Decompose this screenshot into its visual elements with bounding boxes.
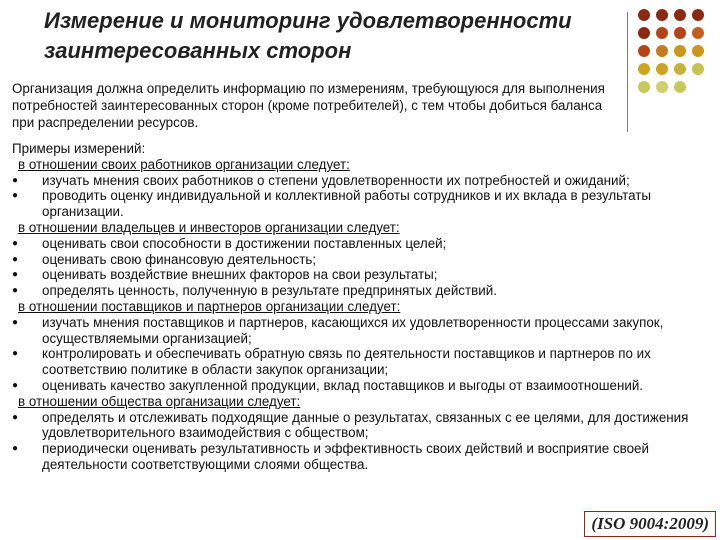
decorative-dot	[674, 9, 686, 21]
list-item-text: оценивать свои способности в достижении поставленных целей;	[42, 235, 447, 251]
decorative-dot	[692, 45, 704, 57]
decorative-dot	[674, 63, 686, 75]
list-item	[12, 173, 712, 189]
decorative-dot	[656, 81, 668, 93]
decorative-dot	[674, 81, 686, 93]
bullet-icon: ●	[12, 411, 19, 423]
decorative-dot	[656, 9, 668, 21]
list-item	[12, 346, 712, 378]
decorative-dot	[692, 9, 704, 21]
section-heading: в отношении общества организации следует:	[18, 393, 301, 409]
decorative-dot	[638, 27, 650, 39]
bullet-icon: ●	[12, 190, 19, 202]
bullet-icon: ●	[12, 316, 19, 328]
bullet-icon: ●	[12, 253, 19, 265]
intro-paragraph: Организация должна определить информацию по измерениям, требующуюся для выполнения потребностей заинтересованных сторон (кроме потребителей), с тем чтобы добиться баланса при распределении ресурсов.	[12, 81, 605, 131]
decorative-dot	[692, 63, 704, 75]
list-item-text: определять и отслеживать подходящие данные о результатах, связанных с ее целями, для достижения удовлетворительного взаимодействия с обществом;	[42, 409, 689, 441]
list-item	[12, 188, 712, 220]
examples-block	[12, 141, 712, 473]
list-item	[12, 410, 712, 442]
decorative-dot	[674, 45, 686, 57]
list-item	[12, 236, 712, 252]
stakeholder-section	[12, 394, 712, 473]
bullet-icon: ●	[12, 237, 19, 249]
section-items	[12, 236, 712, 299]
section-items	[12, 410, 712, 473]
stakeholder-section	[12, 157, 712, 220]
list-item	[12, 252, 712, 268]
bullet-icon: ●	[12, 348, 19, 360]
source-citation: (ISO 9004:2009)	[584, 511, 716, 537]
list-item-text: контролировать и обеспечивать обратную связь по деятельности поставщиков и партнеров по их соответствию политике в области закупок организации;	[42, 346, 651, 378]
bullet-icon: ●	[12, 443, 19, 455]
decorative-dot-grid	[638, 9, 705, 94]
bullet-icon: ●	[12, 269, 19, 281]
list-item-text: определять ценность, полученную в результате предпринятых действий.	[42, 283, 497, 299]
examples-label: Примеры измерений:	[12, 141, 146, 156]
section-heading: в отношении своих работников организации следует:	[18, 156, 350, 172]
list-item	[12, 378, 712, 394]
bullet-icon: ●	[12, 379, 19, 391]
sections-list	[12, 157, 712, 473]
section-items	[12, 173, 712, 220]
decorative-dot	[692, 27, 704, 39]
decorative-dot	[638, 9, 650, 21]
list-item	[12, 315, 712, 347]
decorative-dot	[638, 45, 650, 57]
decorative-dot	[656, 27, 668, 39]
decorative-dot	[638, 81, 650, 93]
list-item-text: изучать мнения своих работников о степени удовлетворенности их потребностей и ожиданий;	[42, 172, 630, 188]
list-item-text: оценивать воздействие внешних факторов на свои результаты;	[42, 267, 438, 283]
bullet-icon: ●	[12, 285, 19, 297]
stakeholder-section	[12, 299, 712, 394]
decorative-dot	[656, 63, 668, 75]
decorative-dot	[638, 63, 650, 75]
list-item-text: изучать мнения поставщиков и партнеров, касающихся их удовлетворенности процессами закупок, осуществляемыми организацией;	[42, 314, 664, 346]
list-item-text: периодически оценивать результативность и эффективность своих действий и восприятие своей деятельности соответствующими слоями общества.	[42, 441, 649, 472]
list-item-text: оценивать качество закупленной продукции, вклад поставщиков и выгоды от взаимоотношений.	[42, 377, 644, 393]
list-item	[12, 441, 712, 473]
list-item	[12, 283, 712, 299]
title-divider	[627, 12, 628, 132]
list-item	[12, 267, 712, 283]
section-heading: в отношении владельцев и инвесторов организации следует:	[18, 219, 400, 235]
bullet-icon: ●	[12, 174, 19, 186]
section-heading: в отношении поставщиков и партнеров организации следует:	[18, 298, 401, 314]
page-title: Измерение и мониторинг удовлетворенности заинтересованных сторон	[44, 8, 572, 63]
decorative-dot	[674, 27, 686, 39]
list-item-text: оценивать свою финансовую деятельность;	[42, 251, 317, 267]
decorative-dot	[656, 45, 668, 57]
section-items	[12, 315, 712, 394]
list-item-text: проводить оценку индивидуальной и коллективной работы сотрудников и их вклада в результаты организации.	[42, 188, 652, 220]
stakeholder-section	[12, 220, 712, 299]
